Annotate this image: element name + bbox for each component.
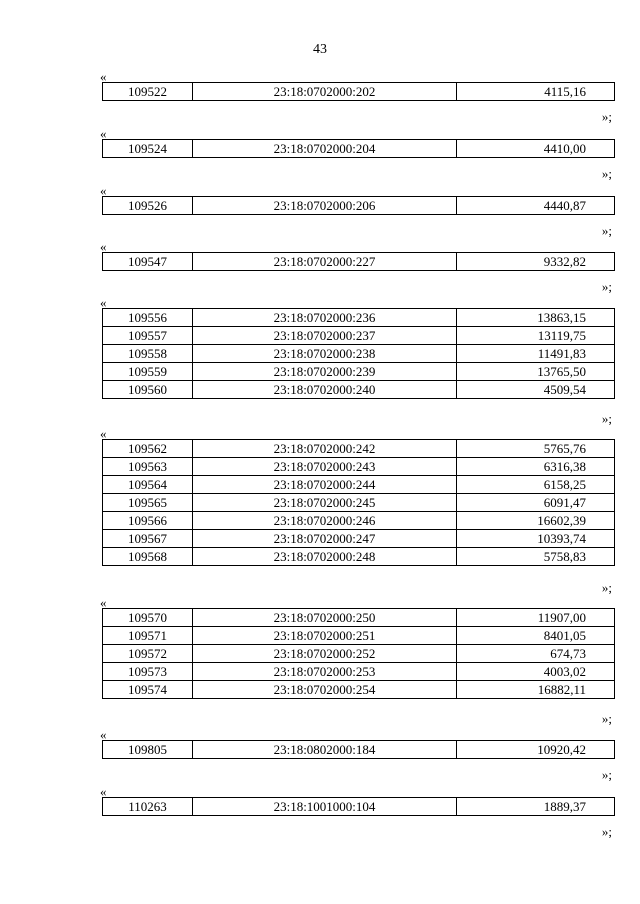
table-row xyxy=(103,530,615,548)
area-value: 13765,50 xyxy=(457,363,615,381)
cadastral-number: 23:18:0702000:246 xyxy=(193,512,457,530)
parcel-number: 109565 xyxy=(103,494,193,512)
table-row xyxy=(103,327,615,345)
cadastral-number: 23:18:0702000:202 xyxy=(193,83,457,101)
parcel-number: 109566 xyxy=(103,512,193,530)
area-value: 5758,83 xyxy=(457,548,615,566)
area-value: 11491,83 xyxy=(457,345,615,363)
parcel-number: 109556 xyxy=(103,309,193,327)
parcel-number: 109574 xyxy=(103,681,193,699)
parcel-number: 109559 xyxy=(103,363,193,381)
cadastral-number: 23:18:0702000:250 xyxy=(193,609,457,627)
cadastral-number: 23:18:0802000:184 xyxy=(193,741,457,759)
open-quote: « xyxy=(100,126,107,141)
parcel-table xyxy=(102,608,615,699)
cadastral-number: 23:18:0702000:244 xyxy=(193,476,457,494)
table-row xyxy=(103,798,615,816)
area-value: 4440,87 xyxy=(457,197,615,215)
cadastral-number: 23:18:0702000:242 xyxy=(193,440,457,458)
parcel-table xyxy=(102,252,615,271)
open-quote: « xyxy=(100,595,107,610)
open-quote: « xyxy=(100,239,107,254)
parcel-number: 109560 xyxy=(103,381,193,399)
cadastral-number: 23:18:0702000:204 xyxy=(193,140,457,158)
area-value: 6158,25 xyxy=(457,476,615,494)
parcel-table xyxy=(102,308,615,399)
parcel-number: 109567 xyxy=(103,530,193,548)
area-value: 13863,15 xyxy=(457,309,615,327)
close-quote: »; xyxy=(601,109,612,124)
parcel-number: 109557 xyxy=(103,327,193,345)
cadastral-number: 23:18:0702000:240 xyxy=(193,381,457,399)
parcel-number: 109526 xyxy=(103,197,193,215)
parcel-number: 109522 xyxy=(103,83,193,101)
page-number: 43 xyxy=(313,42,327,57)
parcel-table xyxy=(102,797,615,816)
parcel-number: 109564 xyxy=(103,476,193,494)
table-row xyxy=(103,476,615,494)
close-quote: »; xyxy=(601,767,612,782)
parcel-table xyxy=(102,139,615,158)
table-row xyxy=(103,627,615,645)
table-row xyxy=(103,512,615,530)
parcel-table xyxy=(102,82,615,101)
cadastral-number: 23:18:0702000:247 xyxy=(193,530,457,548)
area-value: 10920,42 xyxy=(457,741,615,759)
area-value: 9332,82 xyxy=(457,253,615,271)
parcel-table xyxy=(102,740,615,759)
parcel-number: 109563 xyxy=(103,458,193,476)
cadastral-number: 23:18:0702000:248 xyxy=(193,548,457,566)
table-row xyxy=(103,345,615,363)
area-value: 11907,00 xyxy=(457,609,615,627)
area-value: 4509,54 xyxy=(457,381,615,399)
open-quote: « xyxy=(100,426,107,441)
close-quote: »; xyxy=(601,279,612,294)
parcel-number: 109547 xyxy=(103,253,193,271)
table-row xyxy=(103,253,615,271)
area-value: 674,73 xyxy=(457,645,615,663)
table-row xyxy=(103,381,615,399)
close-quote: »; xyxy=(601,411,612,426)
area-value: 1889,37 xyxy=(457,798,615,816)
cadastral-number: 23:18:0702000:238 xyxy=(193,345,457,363)
table-row xyxy=(103,645,615,663)
area-value: 10393,74 xyxy=(457,530,615,548)
open-quote: « xyxy=(100,69,107,84)
open-quote: « xyxy=(100,183,107,198)
area-value: 4410,00 xyxy=(457,140,615,158)
cadastral-number: 23:18:0702000:245 xyxy=(193,494,457,512)
close-quote: »; xyxy=(601,711,612,726)
parcel-number: 109570 xyxy=(103,609,193,627)
parcel-number: 109558 xyxy=(103,345,193,363)
table-row xyxy=(103,681,615,699)
table-row xyxy=(103,140,615,158)
parcel-table xyxy=(102,439,615,566)
close-quote: »; xyxy=(601,166,612,181)
table-row xyxy=(103,458,615,476)
table-row xyxy=(103,440,615,458)
parcel-number: 109572 xyxy=(103,645,193,663)
cadastral-number: 23:18:0702000:251 xyxy=(193,627,457,645)
parcel-number: 110263 xyxy=(103,798,193,816)
table-row xyxy=(103,609,615,627)
table-row xyxy=(103,741,615,759)
table-row xyxy=(103,83,615,101)
table-row xyxy=(103,548,615,566)
parcel-number: 109805 xyxy=(103,741,193,759)
area-value: 16602,39 xyxy=(457,512,615,530)
parcel-table xyxy=(102,196,615,215)
area-value: 8401,05 xyxy=(457,627,615,645)
cadastral-number: 23:18:0702000:206 xyxy=(193,197,457,215)
cadastral-number: 23:18:0702000:239 xyxy=(193,363,457,381)
close-quote: »; xyxy=(601,223,612,238)
table-row xyxy=(103,494,615,512)
area-value: 4115,16 xyxy=(457,83,615,101)
table-row xyxy=(103,363,615,381)
area-value: 6316,38 xyxy=(457,458,615,476)
table-row xyxy=(103,309,615,327)
cadastral-number: 23:18:0702000:236 xyxy=(193,309,457,327)
parcel-number: 109524 xyxy=(103,140,193,158)
cadastral-number: 23:18:0702000:237 xyxy=(193,327,457,345)
table-row xyxy=(103,197,615,215)
parcel-number: 109562 xyxy=(103,440,193,458)
close-quote: »; xyxy=(601,580,612,595)
open-quote: « xyxy=(100,295,107,310)
area-value: 4003,02 xyxy=(457,663,615,681)
parcel-number: 109571 xyxy=(103,627,193,645)
cadastral-number: 23:18:0702000:252 xyxy=(193,645,457,663)
area-value: 6091,47 xyxy=(457,494,615,512)
area-value: 16882,11 xyxy=(457,681,615,699)
area-value: 5765,76 xyxy=(457,440,615,458)
cadastral-number: 23:18:1001000:104 xyxy=(193,798,457,816)
parcel-number: 109573 xyxy=(103,663,193,681)
cadastral-number: 23:18:0702000:227 xyxy=(193,253,457,271)
table-row xyxy=(103,663,615,681)
cadastral-number: 23:18:0702000:254 xyxy=(193,681,457,699)
cadastral-number: 23:18:0702000:253 xyxy=(193,663,457,681)
close-quote: »; xyxy=(601,824,612,839)
open-quote: « xyxy=(100,784,107,799)
open-quote: « xyxy=(100,727,107,742)
cadastral-number: 23:18:0702000:243 xyxy=(193,458,457,476)
parcel-number: 109568 xyxy=(103,548,193,566)
area-value: 13119,75 xyxy=(457,327,615,345)
